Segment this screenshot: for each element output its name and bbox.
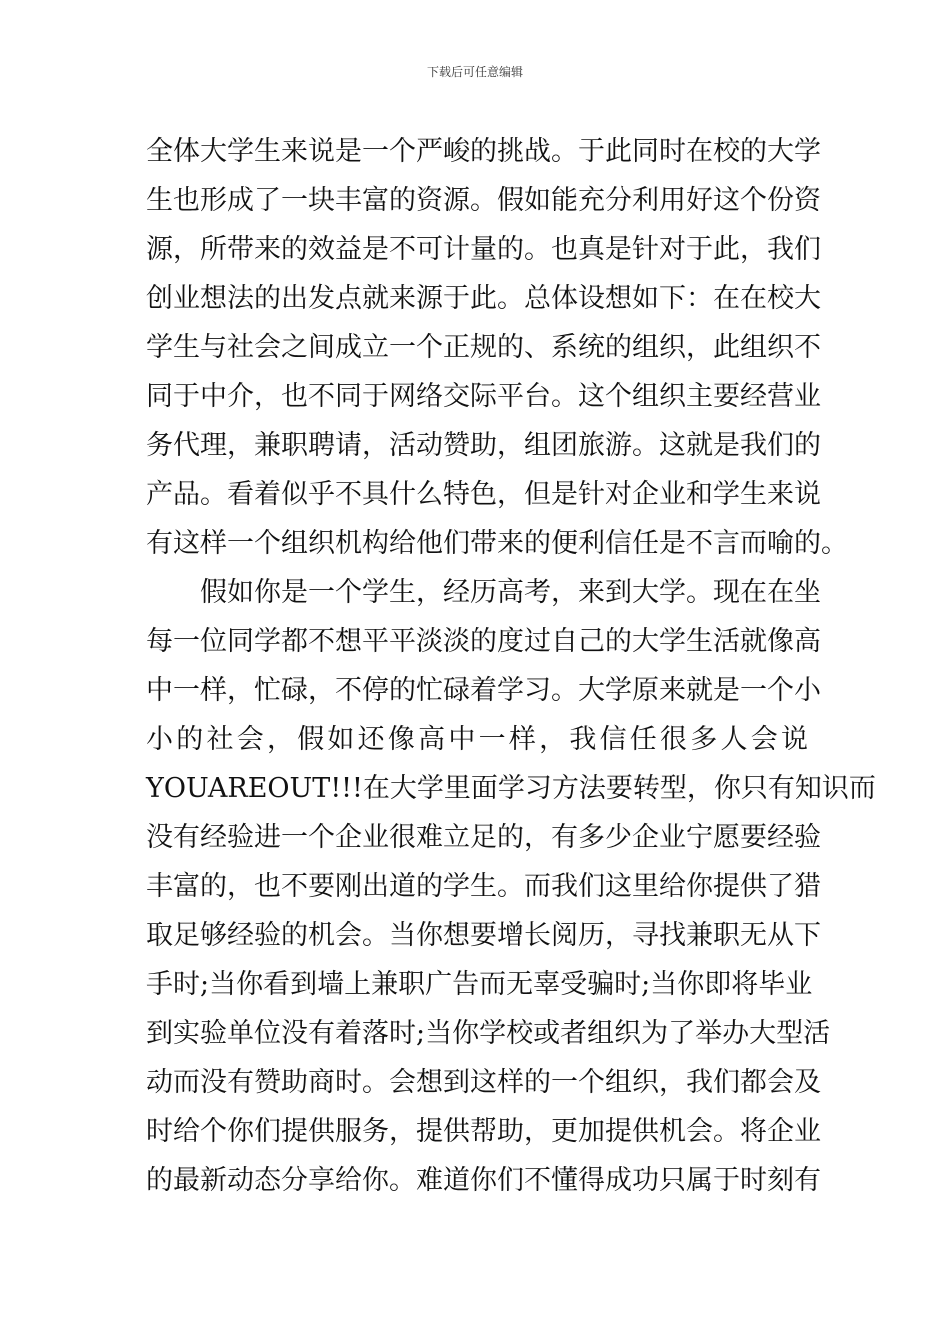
text-line: 生也形成了一块丰富的资源。假如能充分利用好这个份资 [146,185,821,216]
text-line: 每一位同学都不想平平淡淡的度过自己的大学生活就像高 [146,626,821,657]
text-line: 务代理，兼职聘请，活动赞助，组团旅游。这就是我们的 [146,430,821,461]
text-line: 源，所带来的效益是不可计量的。也真是针对于此，我们 [146,234,821,265]
text-line: 创业想法的出发点就来源于此。总体设想如下：在在校大 [146,283,821,314]
text-line: 小的社会，假如还像高中一样，我信任很多人会说 [146,724,808,755]
text-line: 没有经验进一个企业很难立足的，有多少企业宁愿要经验 [146,822,821,853]
text-line: 学生与社会之间成立一个正规的、系统的组织，此组织不 [146,332,821,363]
text-line: 取足够经验的机会。当你想要增长阅历，寻找兼职无从下 [146,920,821,951]
document-body [146,127,876,1205]
text-line: YOUAREOUT!!!在大学里面学习方法要转型，你只有知识而 [146,773,876,804]
paragraph-start-line: 假如你是一个学生，经历高考，来到大学。现在在坐 [200,577,821,608]
text-line: 丰富的，也不要刚出道的学生。而我们这里给你提供了猎 [146,871,821,902]
text-line: 手时;当你看到墙上兼职广告而无辜受骗时;当你即将毕业 [146,969,813,1000]
text-line: 动而没有赞助商时。会想到这样的一个组织，我们都会及 [146,1067,821,1098]
text-line: 的最新动态分享给你。难道你们不懂得成功只属于时刻有 [146,1165,821,1196]
text-line: 产品。看着似乎不具什么特色，但是针对企业和学生来说 [146,479,821,510]
text-line: 时给个你们提供服务，提供帮助，更加提供机会。将企业 [146,1116,821,1147]
page-header: 下载后可任意编辑 [426,65,523,79]
text-line: 同于中介，也不同于网络交际平台。这个组织主要经营业 [146,381,821,412]
text-line: 到实验单位没有着落时;当你学校或者组织为了举办大型活 [146,1018,831,1049]
text-line: 有这样一个组织机构给他们带来的便利信任是不言而喻的。 [146,528,848,559]
text-line: 中一样，忙碌，不停的忙碌着学习。大学原来就是一个小 [146,675,821,706]
text-line: 全体大学生来说是一个严峻的挑战。于此同时在校的大学 [146,136,821,167]
